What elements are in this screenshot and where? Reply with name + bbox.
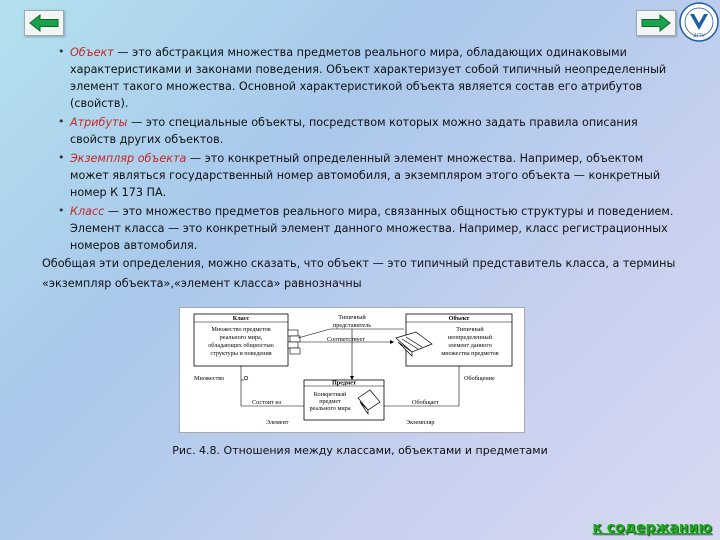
class-box-line: Множество предметов xyxy=(211,326,271,333)
set-label: Множество xyxy=(194,375,225,382)
definition-attributes xyxy=(42,114,678,148)
bullet-icon: • xyxy=(58,115,65,128)
object-box-line: Типичный xyxy=(456,326,484,333)
definition: — это специальные объекты, посредством которых можно задать правила описания свойств других объектов. xyxy=(70,116,638,146)
relations-diagram xyxy=(179,307,525,433)
object-box-line: множества предметов xyxy=(441,350,499,357)
definition: — это абстракция множества предметов реального мира, обладающих одинаковыми характеристиками и законами поведения. Объект характеризует собой типичный неопределенный элемент такого множества. Основной характеристикой объекта является состав его атрибутов (свойств). xyxy=(70,46,667,110)
figure-caption: Рис. 4.8. Отношения между классами, объектами и предметами xyxy=(172,444,548,457)
class-box-line: реального мира, xyxy=(219,334,263,341)
subject-box-line: предмет xyxy=(319,398,341,405)
term: Объект xyxy=(70,46,114,59)
subject-box-line: реального мира xyxy=(309,405,351,412)
summary-line-2: «экземпляр объекта»,«элемент класса» равнозначны xyxy=(42,277,362,290)
bullet-icon: • xyxy=(58,151,65,164)
typical-label: Типичный xyxy=(338,314,366,321)
class-box-line: структуры и поведения xyxy=(210,350,272,357)
definition: — это конкретный определенный элемент множества. Например, объектом может являться государственный номер автомобиля, а экземпляром этого объекта — конкретный номер К 173 ПА. xyxy=(70,152,661,199)
object-box-line: неопределенный xyxy=(447,334,493,341)
consists-of-label: Состоит из xyxy=(252,399,282,406)
definition-instance xyxy=(42,150,678,201)
svg-text:ДГТУ: ДГТУ xyxy=(693,34,705,39)
term: Экземпляр объекта xyxy=(70,152,187,165)
definition-object xyxy=(42,44,678,112)
object-box-title: Объект xyxy=(448,315,470,322)
term: Класс xyxy=(70,205,105,218)
cards-stack-icon xyxy=(288,330,300,354)
typical-label: представитель xyxy=(332,322,372,329)
corresponds-label: Соответствует xyxy=(327,336,365,343)
definition-class xyxy=(42,203,678,254)
definition: — это множество предметов реального мира, связанных общностью структуры и поведением. Элемент класса — это конкретный элемент данного множества. Например, класс регистрационных номеров автомобиля. xyxy=(70,205,674,252)
university-logo xyxy=(679,2,719,42)
class-box-line: обладающих общностью xyxy=(208,342,274,349)
back-button[interactable] xyxy=(24,10,64,36)
generalization-label: Обобщение xyxy=(464,375,495,382)
term: Атрибуты xyxy=(70,116,128,129)
object-box-line: элемент данного xyxy=(448,342,492,349)
generalizes-label: Обобщает xyxy=(412,399,439,406)
class-box-title: Класс xyxy=(232,315,250,322)
forward-button[interactable] xyxy=(636,10,676,36)
bullet-icon: • xyxy=(58,204,65,217)
element-label: Элемент xyxy=(266,419,289,426)
subject-box-line: Конкретный xyxy=(313,391,347,398)
table-of-contents-link[interactable]: к содержанию xyxy=(592,520,712,536)
summary-line-1: Обобщая эти определения, можно сказать, что объект — это типичный представитель класса, а термины xyxy=(42,257,676,270)
subject-box-title: Предмет xyxy=(331,379,357,387)
left-arrow-icon xyxy=(29,14,59,32)
definitions-text xyxy=(42,44,678,292)
instance-label: Экземпляр xyxy=(406,419,435,426)
bullet-icon: • xyxy=(58,45,65,58)
right-arrow-icon xyxy=(641,14,671,32)
